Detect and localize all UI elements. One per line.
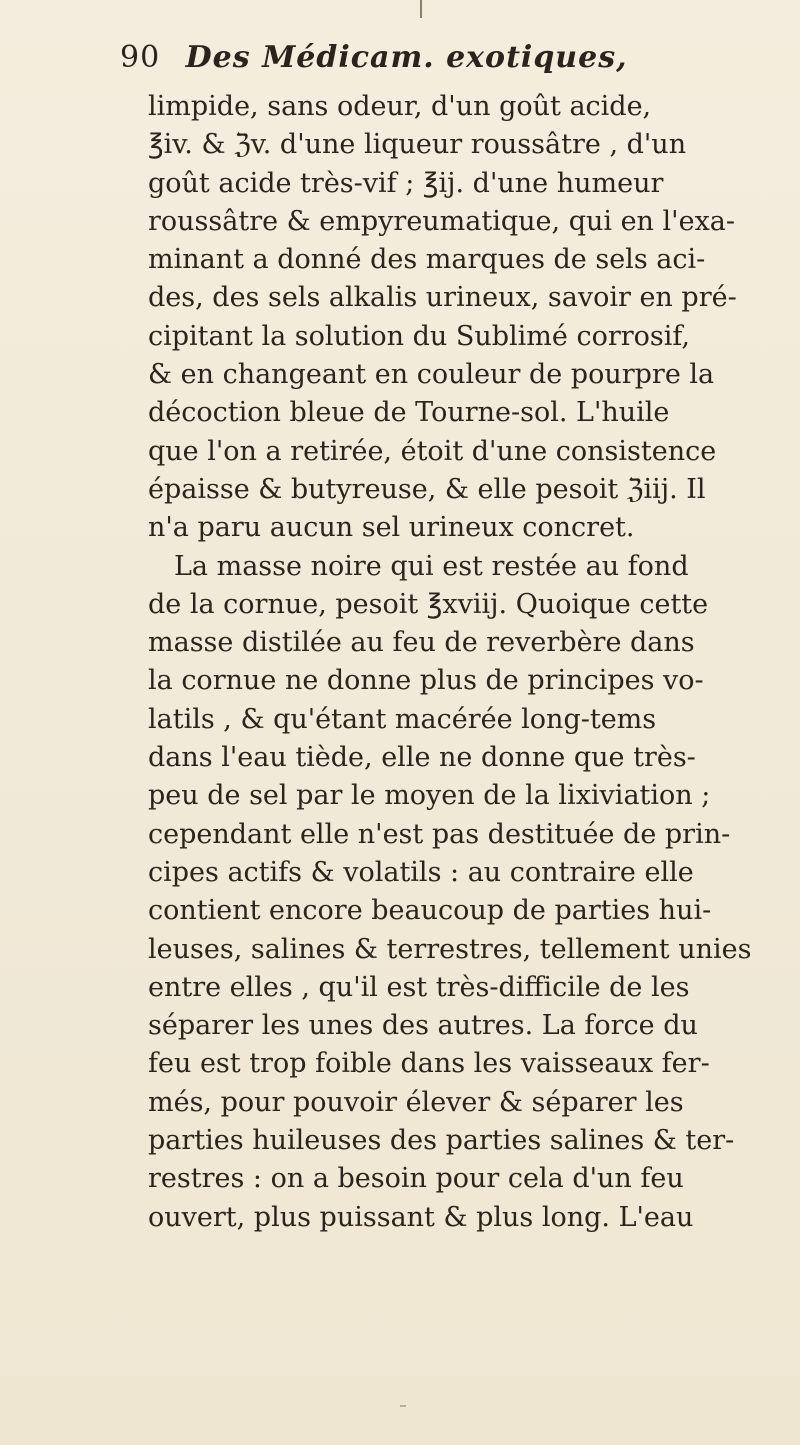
page-number: 90 [120, 40, 161, 75]
text-line: ouvert, plus puissant & plus long. L'eau [148, 1201, 694, 1233]
text-line: cipes actifs & volatils : au contraire elle [148, 856, 694, 888]
text-line: parties huileuses des parties salines & ter- [148, 1125, 735, 1157]
text-line: des, des sels alkalis urineux, savoir en pré- [148, 282, 737, 314]
text-line: que l'on a retirée, étoit d'une consistence [148, 435, 717, 467]
text-line: contient encore beaucoup de parties hui- [148, 895, 712, 927]
text-line: minant a donné des marques de sels aci- [148, 244, 706, 276]
text-line: goût acide très-vif ; ℥ij. d'une humeur [148, 167, 664, 199]
text-line: peu de sel par le moyen de la lixiviation ; [148, 780, 711, 812]
running-header [120, 40, 780, 90]
text-line: feu est trop foible dans les vaisseaux fer- [148, 1048, 710, 1080]
text-line: leuses, salines & terrestres, tellement unies [148, 933, 752, 965]
text-line: décoction bleue de Tourne-sol. L'huile [148, 397, 670, 429]
body-text [148, 88, 788, 1237]
paper-speck [400, 1405, 406, 1407]
text-line: ℥iv. & ℨv. d'une liqueur roussâtre , d'un [148, 129, 687, 161]
text-line: séparer les unes des autres. La force du [148, 1010, 698, 1042]
text-line: entre elles , qu'il est très-difficile de les [148, 971, 690, 1003]
text-line: dans l'eau tiède, elle ne donne que très- [148, 742, 696, 774]
text-line: la cornue ne donne plus de principes vo- [148, 665, 704, 697]
text-line: & en changeant en couleur de pourpre la [148, 359, 715, 391]
text-line: latils , & qu'étant macérée long-tems [148, 703, 657, 735]
text-line: cipitant la solution du Sublimé corrosif, [148, 320, 691, 352]
text-line: épaisse & butyreuse, & elle pesoit ℨiij. Il [148, 473, 706, 505]
page-edge-mark [420, 0, 422, 18]
text-line: restres : on a besoin pour cela d'un feu [148, 1163, 684, 1195]
running-title: Des Médicam. exotiques, [185, 40, 628, 75]
text-line: més, pour pouvoir élever & séparer les [148, 1086, 684, 1118]
text-line: masse distilée au feu de reverbère dans [148, 627, 695, 659]
text-line: limpide, sans odeur, d'un goût acide, [148, 91, 652, 122]
text-line: La masse noire qui est restée au fond [174, 550, 689, 582]
text-line: de la cornue, pesoit ℥xviij. Quoique cette [148, 588, 709, 620]
text-line: cependant elle n'est pas destituée de prin- [148, 818, 731, 850]
text-line: roussâtre & empyreumatique, qui en l'exa- [148, 205, 736, 237]
text-line: n'a paru aucun sel urineux concret. [148, 512, 635, 544]
